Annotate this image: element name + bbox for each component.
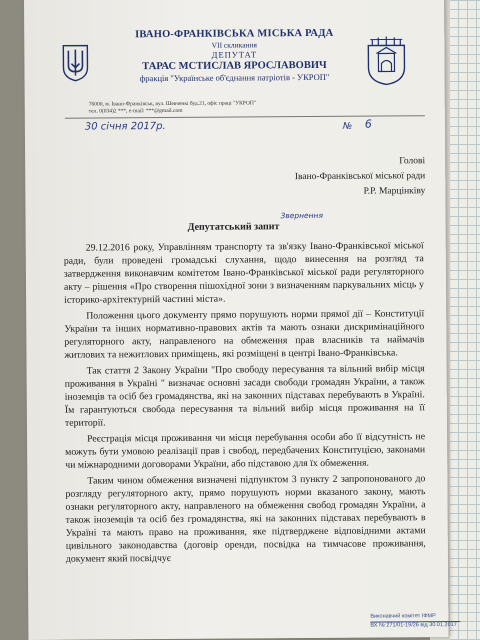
handwritten-number: 6: [364, 117, 372, 131]
addressee-block: [225, 154, 425, 200]
number-label: №: [342, 121, 353, 132]
deputy-name: ТАРАС МСТИСЛАВ ЯРОСЛАВОВИЧ: [142, 59, 327, 73]
handwritten-amendment: Звернення: [280, 210, 323, 221]
addressee-line-1: Голові: [399, 156, 426, 167]
document-title: Депутатський запит: [187, 221, 280, 233]
addressee-line-3: Р.Р. Марцінківу: [363, 186, 426, 197]
deputy-label: ДЕПУТАТ: [211, 49, 258, 60]
city-coat-of-arms-icon: [362, 35, 410, 85]
paragraph: 29.12.2016 року, Управлінням транспорту та зв'язку Івано-Франківської міської ради, були проведені громадські слухання, щодо винесення на розгляд та затвердження виконавчим комітетом Івано-Франківської міської ради регуляторного акту – рішення «Про створення пішохідної зони з визначенням паркувальних місць у історико-архітектурній частині міста».: [63, 240, 425, 306]
paragraph: Так стаття 2 Закону України "Про свободу пересування та вільний вибір місця проживання в Україні " визначає основні засади свободи громадян України, а також іноземців та осіб без громадянства, які на законних підставах перебувають в Україні. Їм гарантуються свобода пересування та вільний вибір місця проживання на її території.: [64, 363, 425, 429]
contact-info: [89, 99, 389, 115]
paragraph: Реєстрація місця проживання чи місця перебування особи або її відсутність не можуть бути умовою реалізації прав і свобод, передбачених Конституцією, законами чи міжнародними договорами України, або підставою для їх обмеження.: [65, 431, 426, 471]
letterhead: [24, 17, 444, 90]
trident-emblem-icon: [60, 42, 90, 82]
document-sheet: [24, 0, 457, 640]
addressee-line-2: Івано-Франківської міської ради: [294, 171, 426, 183]
letterhead-text: [110, 28, 358, 85]
contact-line-address: 76000, м. Івано-Франківськ, вул. Шевченкі буд.21, офіс праці "УКРОП": [88, 100, 257, 108]
contact-line-phone: тел. 0(034)2 ***, e-mail: ***@gmail.com: [88, 107, 183, 115]
paragraph: Таким чином обмеження визначені підпунктом 3 пункту 2 запропонованого до розгляду регуляторного акту, прямо порушують норми вказаного закону, мають ознаки регуляторного акту, направленого на обмеження свобод громадян України, а також іноземців та осіб без громадянства, які на законних підставах перебувають в Україні та мають право на проживання, яке підтверджене відповідними актами цивільного законодавства (договір оренди, посвідка на тимчасове проживання, документ який посвідчує: [65, 473, 426, 565]
faction-name: фракція "Українське об'єднання патріотів - УКРОП": [139, 71, 330, 84]
registration-stamp: [370, 613, 460, 630]
paragraph: Положення цього документу прямо порушують норми прямої дії – Конституції України та інших нормативно-правових актів та мають ознаки дискримінаційного регуляторного акту, направленого на обмеження прав власників та наймачів житлових та нежитлових приміщень, які розміщені в центрі Івано-Франківська.: [64, 308, 425, 361]
stamp-line-2: ВХ № 271/01-19/26 від 30.01.2017: [370, 621, 457, 629]
council-name: ІВАНО-ФРАНКІВСЬКА МІСЬКА РАДА: [135, 27, 334, 41]
convocation: VII скликання: [211, 40, 258, 50]
document-body: [64, 239, 426, 569]
stamp-line-1: Виконавчий комітет ІФМР: [370, 613, 436, 620]
handwritten-date: 30 січня 2017р.: [84, 121, 166, 133]
